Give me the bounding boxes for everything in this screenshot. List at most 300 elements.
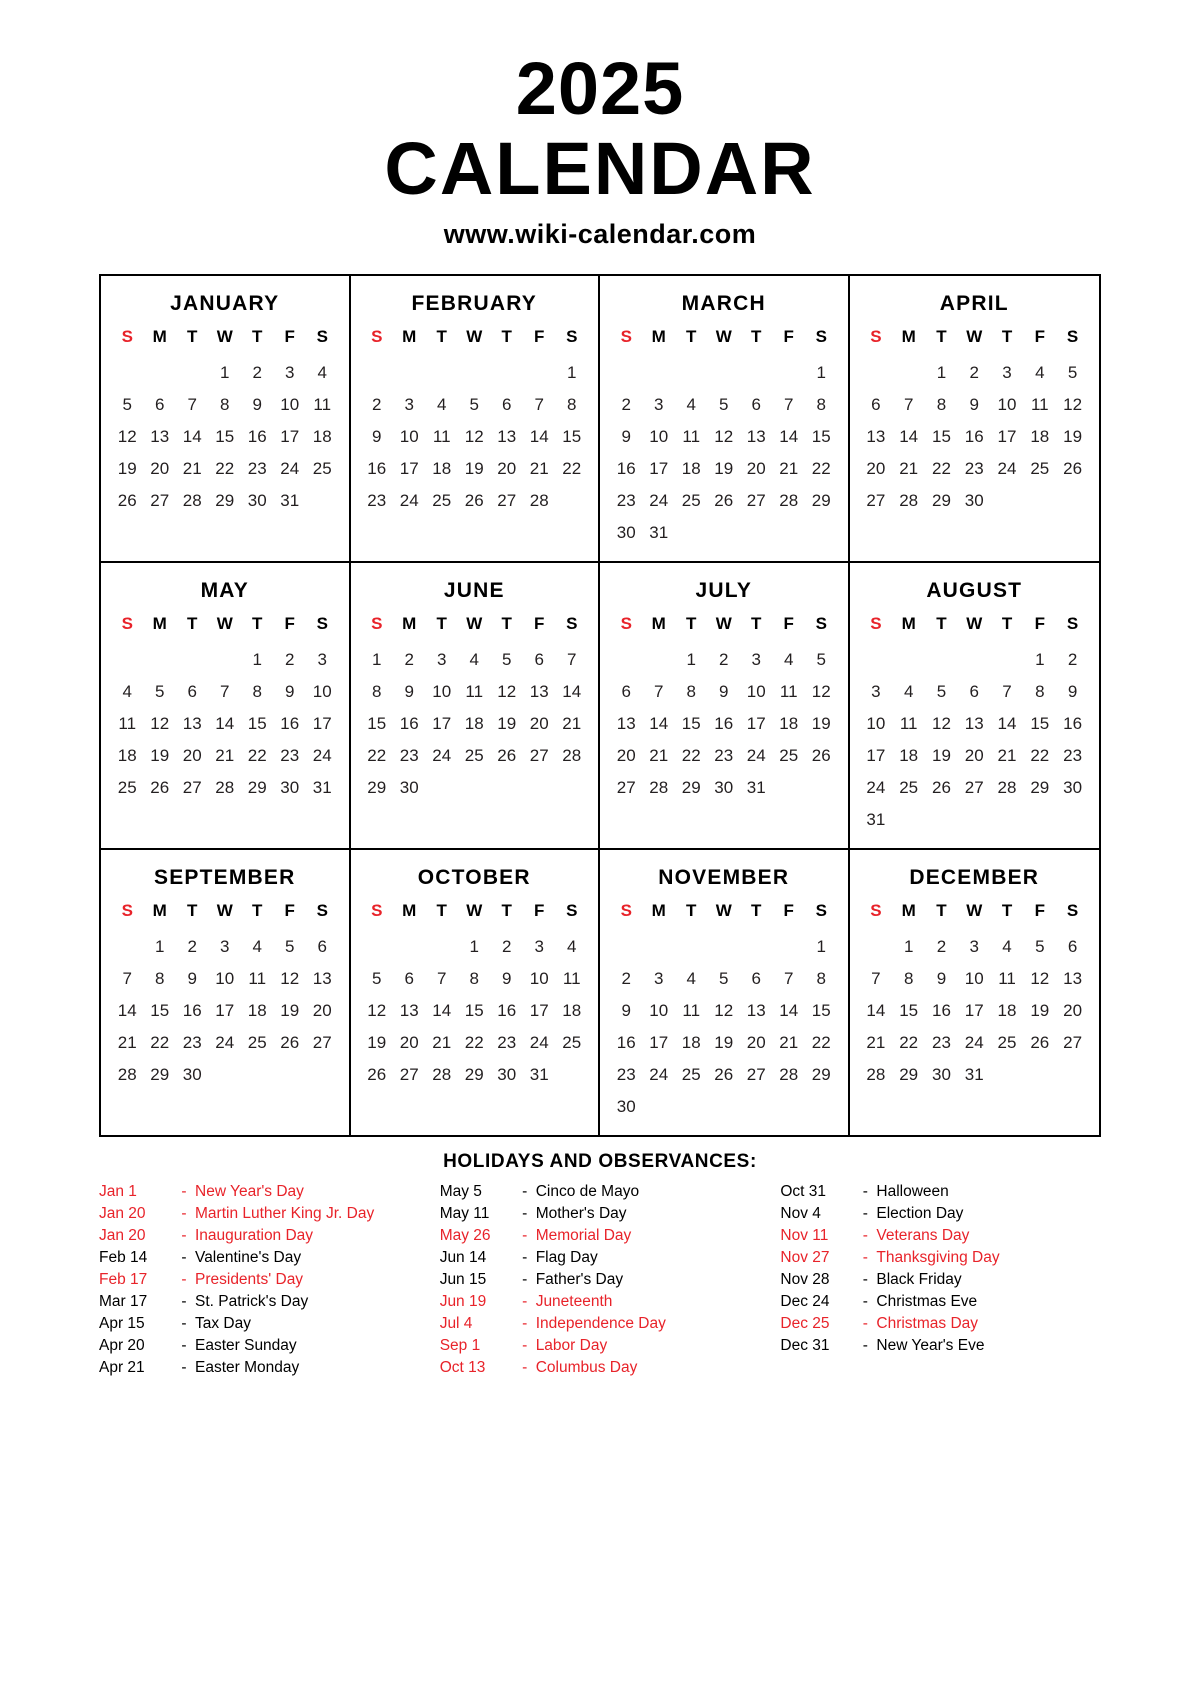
empty-cell: [675, 357, 708, 389]
day-cell: 25: [899, 777, 919, 797]
holiday-dash: -: [522, 1292, 528, 1310]
day-cell: 5: [1035, 936, 1045, 956]
day-cell: 21: [866, 1032, 886, 1052]
day-cell: 3: [654, 968, 664, 988]
weekday-header: S: [371, 900, 383, 920]
week-row: [361, 453, 589, 485]
week-row: [111, 389, 339, 421]
empty-cell: [610, 644, 643, 676]
weekday-header: F: [534, 613, 545, 633]
day-cell: 25: [779, 745, 799, 765]
holiday-name: Memorial Day: [535, 1226, 632, 1244]
day-cell: 22: [931, 458, 951, 478]
day-cell: 20: [746, 1032, 766, 1052]
day-cell: 12: [150, 713, 170, 733]
day-cell: 5: [502, 649, 512, 669]
day-cell: 17: [312, 713, 332, 733]
day-cell: 26: [1063, 458, 1083, 478]
day-cell: 11: [998, 968, 1016, 988]
empty-cell: [740, 517, 773, 549]
day-cell: 1: [936, 362, 947, 382]
day-cell: 17: [432, 713, 452, 733]
empty-cell: [740, 1091, 773, 1123]
day-cell: 12: [1030, 968, 1050, 988]
month-block-june: [351, 563, 601, 848]
day-cell: 27: [866, 490, 886, 510]
week-row: [860, 389, 1090, 421]
day-cell: 1: [372, 649, 382, 669]
holiday-date: Jun 19: [439, 1292, 487, 1310]
day-cell: 11: [562, 968, 581, 988]
empty-cell: [805, 772, 838, 804]
day-cell: 20: [312, 1000, 332, 1020]
holiday-name: Inauguration Day: [195, 1226, 314, 1244]
holidays-column-1: [99, 1181, 420, 1379]
weekday-header: F: [1034, 326, 1045, 346]
week-row: [860, 453, 1090, 485]
day-cell: 16: [616, 458, 636, 478]
empty-cell: [1023, 485, 1056, 517]
day-cell: 14: [779, 1000, 799, 1020]
holidays-title: HOLIDAYS AND OBSERVANCES:: [443, 1150, 757, 1172]
day-cell: 8: [220, 394, 230, 414]
day-cell: 2: [969, 362, 979, 382]
holiday-name: Juneteenth: [535, 1292, 613, 1310]
day-cell: 31: [746, 777, 766, 797]
day-cell: 5: [372, 968, 382, 988]
day-cell: 28: [866, 1064, 886, 1084]
day-cell: 8: [372, 681, 382, 701]
day-cell: 28: [899, 490, 919, 510]
day-cell: 23: [247, 458, 267, 478]
day-cell: 27: [182, 777, 202, 797]
holiday-dash: -: [862, 1248, 868, 1266]
holiday-row: [780, 1181, 1101, 1203]
weekday-header: M: [651, 326, 666, 346]
day-cell: 9: [719, 681, 729, 701]
day-cell: 17: [280, 426, 300, 446]
empty-cell: [176, 357, 209, 389]
day-cell: 12: [931, 713, 951, 733]
day-cell: 19: [931, 745, 951, 765]
weekday-header: F: [783, 900, 794, 920]
day-cell: 24: [997, 458, 1017, 478]
week-row: [610, 389, 838, 421]
day-cell: 8: [155, 968, 165, 988]
weekday-header: S: [1066, 613, 1079, 633]
week-row: [610, 485, 838, 517]
week-row: [860, 995, 1090, 1027]
day-cell: 25: [562, 1032, 582, 1052]
week-row: [860, 708, 1090, 740]
day-cell: 28: [997, 777, 1017, 797]
day-cell: 3: [404, 394, 414, 414]
page-header: [0, 0, 1200, 250]
day-cell: 22: [367, 745, 387, 765]
empty-cell: [991, 485, 1024, 517]
month-name: FEBRUARY: [411, 291, 537, 315]
day-cell: 28: [779, 1064, 799, 1084]
day-cell: 10: [312, 681, 332, 701]
empty-cell: [610, 357, 643, 389]
day-cell: 21: [997, 745, 1017, 765]
holiday-row: [440, 1181, 761, 1203]
day-cell: 22: [150, 1032, 170, 1052]
weekday-header: T: [686, 613, 697, 633]
day-cell: 23: [367, 490, 387, 510]
day-cell: 27: [616, 777, 636, 797]
day-cell: 8: [469, 968, 479, 988]
day-cell: 14: [529, 426, 549, 446]
holiday-dash: -: [181, 1248, 187, 1266]
holiday-date: May 26: [439, 1226, 491, 1244]
day-cell: 5: [936, 681, 947, 701]
weekday-header: T: [187, 613, 198, 633]
day-cell: 20: [497, 458, 517, 478]
day-cell: 3: [654, 394, 664, 414]
month-name: MAY: [200, 578, 249, 602]
day-cell: 31: [280, 490, 300, 510]
holiday-dash: -: [181, 1292, 187, 1310]
day-cell: 31: [649, 522, 669, 542]
day-cell: 6: [751, 968, 761, 988]
day-cell: 11: [465, 681, 484, 701]
day-cell: 20: [529, 713, 549, 733]
weekday-header: T: [436, 613, 447, 633]
empty-cell: [1023, 1059, 1056, 1091]
month-name: JUNE: [443, 578, 505, 602]
day-cell: 29: [150, 1064, 170, 1084]
day-cell: 14: [899, 426, 919, 446]
day-cell: 27: [746, 490, 766, 510]
empty-cell: [708, 931, 741, 963]
day-cell: 14: [997, 713, 1017, 733]
holiday-date: Nov 28: [780, 1270, 830, 1288]
day-cell: 26: [931, 777, 951, 797]
week-row: [860, 1059, 1090, 1091]
day-cell: 20: [746, 458, 766, 478]
day-cell: 15: [899, 1000, 919, 1020]
week-row: [860, 357, 1090, 389]
page-title-word: CALENDAR: [384, 127, 816, 210]
weekday-header: S: [870, 900, 882, 920]
holiday-dash: -: [522, 1204, 528, 1222]
holiday-row: [780, 1335, 1101, 1357]
holiday-dash: -: [862, 1226, 868, 1244]
day-cell: 22: [562, 458, 582, 478]
holiday-name: Veterans Day: [876, 1226, 970, 1244]
empty-cell: [643, 1091, 676, 1123]
weekday-header: M: [402, 326, 417, 346]
weekday-header: T: [1001, 326, 1013, 346]
day-cell: 11: [248, 968, 267, 988]
day-cell: 10: [866, 713, 886, 733]
holiday-date: Feb 17: [99, 1270, 148, 1288]
week-row: [610, 357, 838, 389]
week-row: [361, 485, 589, 517]
day-cell: 30: [1063, 777, 1083, 797]
day-cell: 28: [529, 490, 549, 510]
month-name: SEPTEMBER: [154, 865, 296, 889]
weekday-header: T: [252, 326, 263, 346]
holiday-dash: -: [862, 1292, 868, 1310]
day-cell: 3: [220, 936, 230, 956]
weekday-header: S: [815, 900, 827, 920]
day-cell: 8: [816, 394, 826, 414]
day-cell: 8: [903, 968, 914, 988]
day-cell: 19: [280, 1000, 300, 1020]
holiday-name: Presidents' Day: [195, 1270, 304, 1288]
month-block-march: [600, 276, 850, 561]
day-cell: 17: [215, 1000, 235, 1020]
day-cell: 27: [150, 490, 170, 510]
weekday-header: W: [216, 900, 233, 920]
day-cell: 24: [964, 1032, 984, 1052]
day-cell: 12: [367, 1000, 387, 1020]
day-cell: 24: [866, 777, 886, 797]
day-cell: 10: [399, 426, 419, 446]
day-cell: 6: [751, 394, 761, 414]
day-cell: 23: [280, 745, 300, 765]
holiday-row: [99, 1313, 420, 1335]
day-cell: 13: [497, 426, 517, 446]
day-cell: 28: [117, 1064, 137, 1084]
weekday-header: F: [284, 326, 295, 346]
day-cell: 25: [117, 777, 137, 797]
week-row: [860, 963, 1090, 995]
day-cell: 20: [964, 745, 984, 765]
day-cell: 16: [367, 458, 387, 478]
week-row: [111, 740, 339, 772]
empty-cell: [111, 357, 144, 389]
day-cell: 14: [117, 1000, 137, 1020]
day-cell: 22: [464, 1032, 484, 1052]
empty-cell: [1056, 804, 1089, 836]
weekday-header: W: [466, 613, 483, 633]
holiday-name: Columbus Day: [535, 1358, 638, 1376]
week-row: [610, 708, 838, 740]
day-cell: 29: [247, 777, 267, 797]
weekday-header: W: [466, 900, 483, 920]
day-cell: 27: [964, 777, 984, 797]
day-cell: 26: [150, 777, 170, 797]
day-cell: 17: [649, 458, 669, 478]
day-cell: 13: [616, 713, 636, 733]
week-row: [361, 772, 589, 804]
day-cell: 7: [122, 968, 132, 988]
month-table: [860, 613, 1090, 836]
empty-cell: [773, 931, 806, 963]
weekday-header: T: [436, 326, 447, 346]
day-cell: 28: [432, 1064, 452, 1084]
day-cell: 24: [649, 490, 669, 510]
month-table: [610, 900, 838, 1123]
day-cell: 27: [746, 1064, 766, 1084]
weekday-header: W: [715, 613, 732, 633]
day-cell: 5: [816, 649, 826, 669]
day-cell: 14: [215, 713, 235, 733]
day-cell: 29: [931, 490, 951, 510]
site-url: www.wiki-calendar.com: [443, 218, 757, 249]
weekday-header: M: [901, 326, 916, 346]
empty-cell: [176, 644, 209, 676]
week-row: [361, 931, 589, 963]
day-cell: 17: [529, 1000, 549, 1020]
day-cell: 7: [437, 968, 447, 988]
day-cell: 1: [252, 649, 262, 669]
day-cell: 18: [997, 1000, 1017, 1020]
holiday-date: Oct 31: [780, 1182, 827, 1200]
week-row: [111, 708, 339, 740]
day-cell: 20: [182, 745, 202, 765]
holiday-dash: -: [862, 1182, 868, 1200]
holiday-row: [440, 1203, 761, 1225]
holiday-date: Jun 15: [439, 1270, 487, 1288]
day-cell: 15: [150, 1000, 170, 1020]
day-cell: 6: [317, 936, 327, 956]
holiday-row: [440, 1269, 761, 1291]
week-row: [111, 963, 339, 995]
weekday-header: T: [936, 900, 947, 920]
holiday-dash: -: [522, 1270, 528, 1288]
empty-cell: [1023, 804, 1056, 836]
empty-cell: [675, 1091, 708, 1123]
day-cell: 18: [432, 458, 452, 478]
weekday-header: F: [783, 326, 794, 346]
weekday-header: S: [870, 326, 882, 346]
month-table: [361, 900, 589, 1091]
day-cell: 18: [1030, 426, 1050, 446]
day-cell: 4: [252, 936, 262, 956]
day-cell: 16: [182, 1000, 202, 1020]
day-cell: 7: [784, 394, 794, 414]
empty-cell: [556, 772, 589, 804]
week-row: [860, 644, 1090, 676]
weekday-header: W: [966, 900, 983, 920]
day-cell: 26: [497, 745, 517, 765]
day-cell: 5: [155, 681, 165, 701]
week-row: [111, 357, 339, 389]
weekday-header: F: [783, 613, 794, 633]
weekday-header: M: [402, 900, 417, 920]
day-cell: 18: [464, 713, 484, 733]
day-cell: 22: [811, 458, 831, 478]
empty-cell: [773, 357, 806, 389]
day-cell: 29: [367, 777, 387, 797]
day-cell: 12: [280, 968, 300, 988]
month-block-april: [850, 276, 1100, 561]
day-cell: 24: [280, 458, 300, 478]
day-cell: 12: [811, 681, 831, 701]
day-cell: 16: [714, 713, 734, 733]
day-cell: 2: [252, 362, 262, 382]
empty-cell: [1056, 485, 1089, 517]
day-cell: 29: [811, 490, 831, 510]
day-cell: 9: [372, 426, 382, 446]
weekday-header: S: [1066, 326, 1079, 346]
day-cell: 3: [751, 649, 761, 669]
day-cell: 8: [567, 394, 577, 414]
empty-cell: [860, 931, 893, 963]
day-cell: 10: [215, 968, 235, 988]
day-cell: 3: [437, 649, 447, 669]
holiday-dash: -: [522, 1314, 528, 1332]
holiday-name: Independence Day: [535, 1314, 666, 1332]
day-cell: 2: [1067, 649, 1078, 669]
empty-cell: [740, 357, 773, 389]
empty-cell: [892, 644, 925, 676]
day-cell: 22: [811, 1032, 831, 1052]
day-cell: 10: [746, 681, 766, 701]
holiday-name: Father's Day: [535, 1270, 624, 1288]
weekday-header: W: [216, 326, 233, 346]
day-cell: 15: [811, 426, 831, 446]
week-row: [610, 1027, 838, 1059]
day-cell: 15: [247, 713, 267, 733]
day-cell: 15: [1030, 713, 1050, 733]
day-cell: 14: [779, 426, 799, 446]
empty-cell: [708, 357, 741, 389]
holiday-date: Jan 1: [99, 1182, 137, 1200]
empty-cell: [892, 357, 925, 389]
empty-cell: [274, 1059, 307, 1091]
empty-cell: [958, 804, 991, 836]
month-table: [111, 326, 339, 517]
holiday-dash: -: [181, 1358, 187, 1376]
day-cell: 13: [1063, 968, 1083, 988]
weekday-header: T: [686, 326, 697, 346]
day-cell: 16: [497, 1000, 517, 1020]
day-cell: 13: [399, 1000, 419, 1020]
holiday-date: Mar 17: [99, 1292, 148, 1310]
day-cell: 31: [529, 1064, 549, 1084]
holiday-name: Labor Day: [535, 1336, 608, 1354]
weekday-header: M: [901, 900, 916, 920]
holiday-row: [440, 1357, 761, 1379]
day-cell: 16: [399, 713, 419, 733]
holiday-date: Sep 1: [439, 1336, 481, 1354]
week-row: [610, 1091, 838, 1123]
weekday-header: T: [936, 326, 947, 346]
day-cell: 5: [719, 394, 729, 414]
weekday-header: S: [815, 326, 827, 346]
day-cell: 26: [811, 745, 831, 765]
weekday-header: M: [651, 613, 666, 633]
day-cell: 23: [616, 490, 636, 510]
weekday-header: S: [620, 613, 632, 633]
day-cell: 4: [437, 394, 447, 414]
day-cell: 16: [1063, 713, 1083, 733]
day-cell: 24: [746, 745, 766, 765]
day-cell: 25: [1030, 458, 1050, 478]
weekday-header: S: [121, 326, 133, 346]
day-cell: 29: [899, 1064, 919, 1084]
weekday-header: T: [751, 613, 762, 633]
day-cell: 18: [312, 426, 332, 446]
holiday-dash: -: [181, 1336, 187, 1354]
day-cell: 26: [117, 490, 137, 510]
day-cell: 13: [150, 426, 170, 446]
weekday-header: T: [751, 326, 762, 346]
day-cell: 19: [811, 713, 831, 733]
day-cell: 12: [497, 681, 517, 701]
day-cell: 18: [117, 745, 137, 765]
day-cell: 6: [534, 649, 544, 669]
month-name: JANUARY: [170, 291, 280, 315]
month-block-november: [600, 850, 850, 1135]
day-cell: 11: [432, 426, 451, 446]
day-cell: 2: [285, 649, 295, 669]
